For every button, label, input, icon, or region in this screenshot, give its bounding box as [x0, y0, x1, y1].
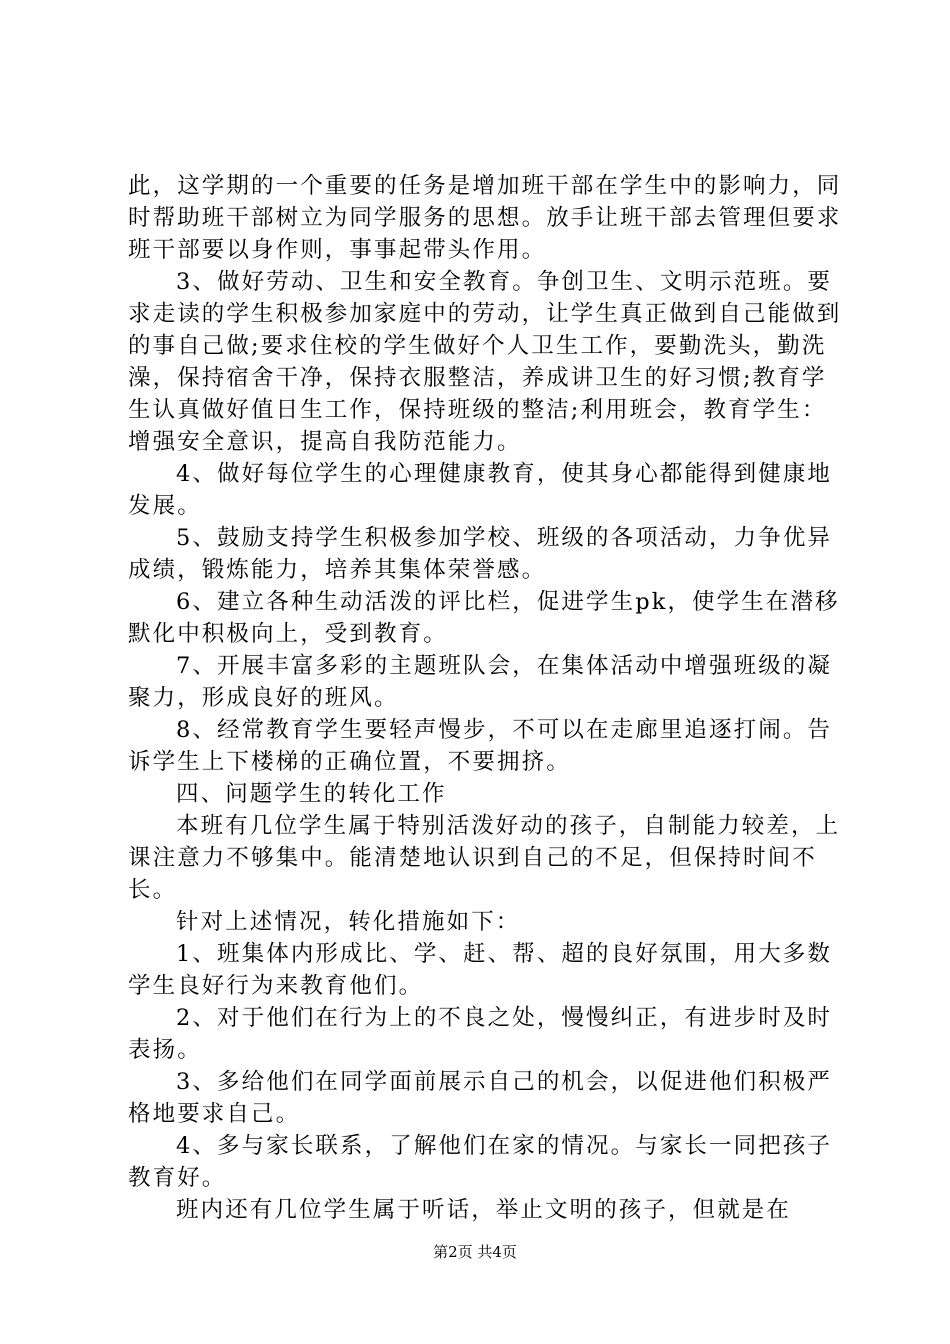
document-body	[128, 170, 844, 1226]
paragraph: 1、班集体内形成比、学、赶、帮、超的良好氛围，用大多数学生良好行为来教育他们。	[128, 941, 833, 999]
paragraph: 8、经常教育学生要轻声慢步，不可以在走廊里追逐打闹。告诉学生上下楼梯的正确位置，不要拥挤。	[128, 717, 833, 775]
page-footer: 第2页 共4页	[433, 1243, 517, 1261]
paragraph: 针对上述情况，转化措施如下：	[176, 909, 521, 935]
paragraph: 本班有几位学生属于特别活泼好动的孩子，自制能力较差，上课注意力不够集中。能清楚地认识到自己的不足，但保持时间不长。	[128, 813, 841, 903]
paragraph: 3、做好劳动、卫生和安全教育。争创卫生、文明示范班。要求走读的学生积极参加家庭中的劳动，让学生真正做到自己能做到的事自己做;要求住校的学生做好个人卫生工作，要勤洗头，勤洗澡，保持宿舍干净，保持衣服整洁，养成讲卫生的好习惯;教育学生认真做好值日生工作，保持班级的整洁;利用班会，教育学生：增强安全意识，提高自我防范能力。	[128, 269, 842, 455]
paragraph: 班内还有几位学生属于听话，举止文明的孩子，但就是在	[176, 1197, 792, 1223]
paragraph: 四、问题学生的转化工作	[176, 781, 447, 807]
paragraph: 6、建立各种生动活泼的评比栏，促进学生pk，使学生在潜移默化中积极向上，受到教育。	[128, 589, 840, 647]
paragraph: 5、鼓励支持学生积极参加学校、班级的各项活动，力争优异成绩，锻炼能力，培养其集体荣誉感。	[128, 525, 833, 583]
paragraph: 4、多与家长联系，了解他们在家的情况。与家长一同把孩子教育好。	[128, 1133, 833, 1191]
paragraph: 2、对于他们在行为上的不良之处，慢慢纠正，有进步时及时表扬。	[128, 1005, 833, 1063]
paragraph: 4、做好每位学生的心理健康教育，使其身心都能得到健康地发展。	[128, 461, 833, 519]
paragraph: 此，这学期的一个重要的任务是增加班干部在学生中的影响力，同时帮助班干部树立为同学服务的思想。放手让班干部去管理但要求班干部要以身作则，事事起带头作用。	[128, 173, 842, 263]
paragraph: 3、多给他们在同学面前展示自己的机会，以促进他们积极严格地要求自己。	[128, 1069, 833, 1127]
paragraph: 7、开展丰富多彩的主题班队会，在集体活动中增强班级的凝聚力，形成良好的班风。	[128, 653, 833, 711]
